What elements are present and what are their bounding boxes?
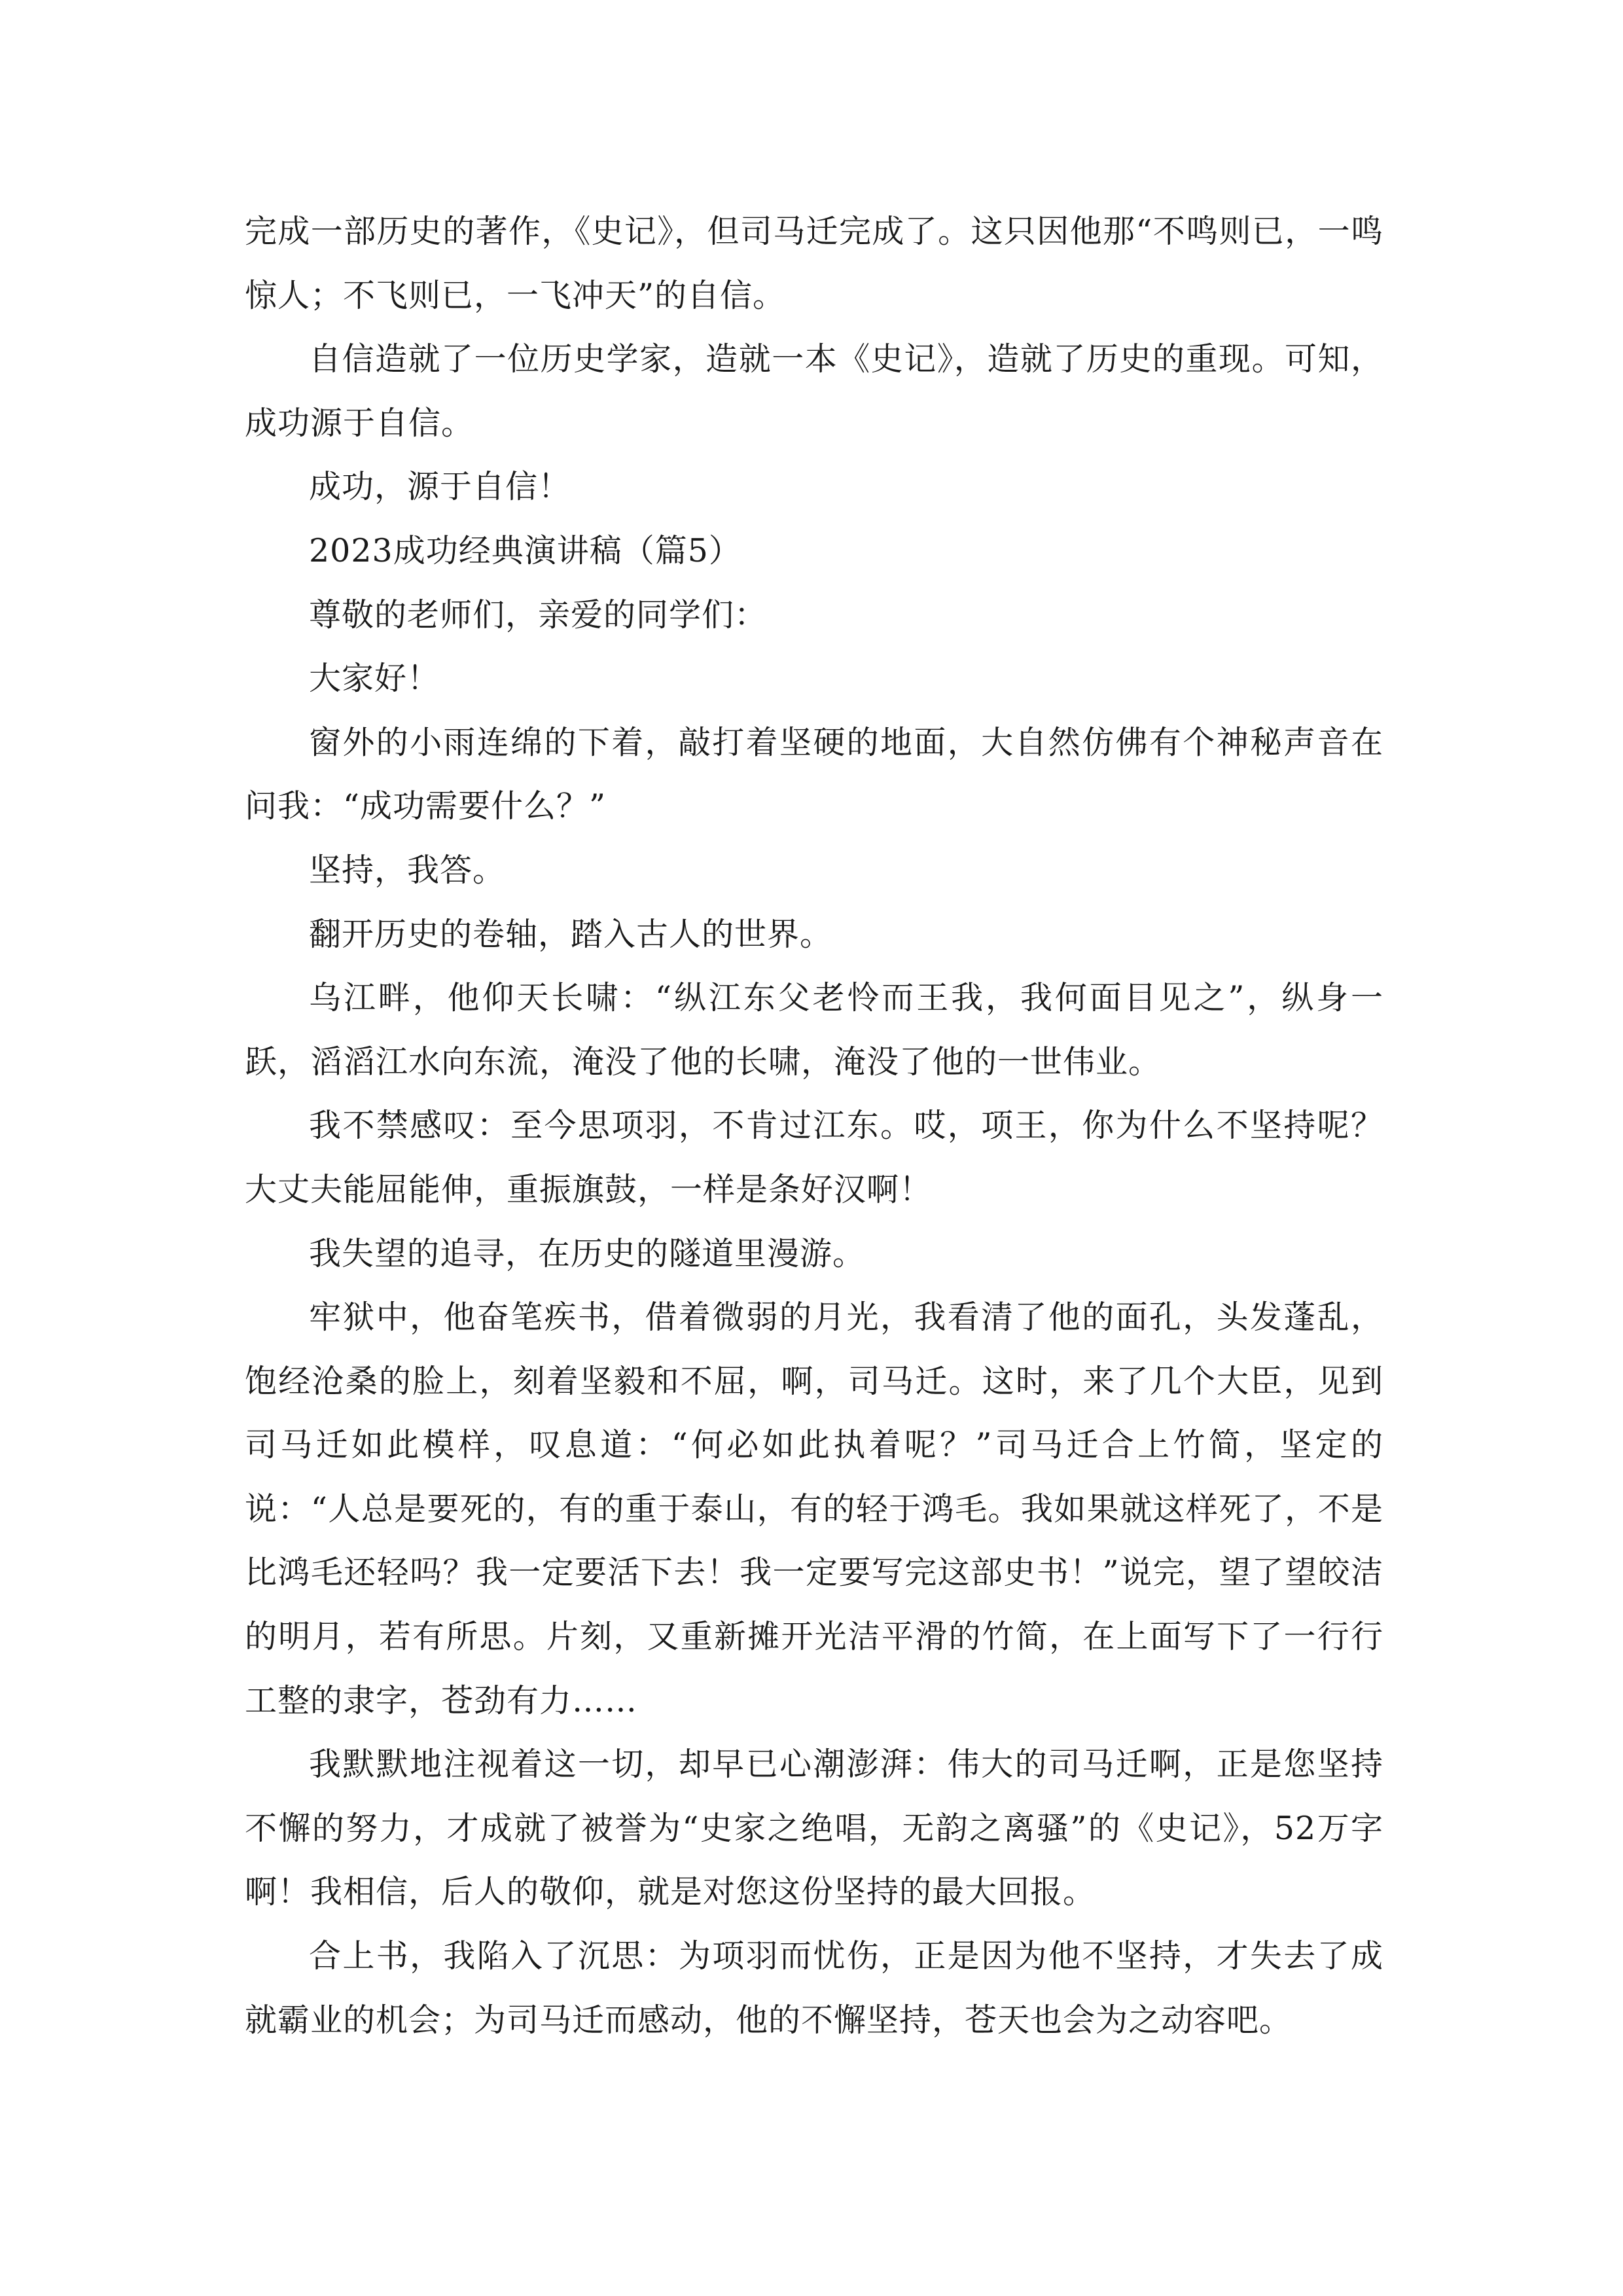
paragraph: 我默默地注视着这一切，却早已心潮澎湃：伟大的司马迁啊，正是您坚持不懈的努力，才成就了被誉为“史家之绝唱，无韵之离骚”的《史记》，52万字啊！我相信，后人的敬仰，就是对您这份坚持的最大回报。 — [245, 1746, 1383, 1911]
section-heading: 2023成功经典演讲稿（篇5） — [309, 531, 741, 569]
paragraph: 我不禁感叹：至今思项羽，不肯过江东。哎，项王，你为什么不坚持呢？大丈夫能屈能伸，重振旗鼓，一样是条好汉啊！ — [245, 1107, 1383, 1208]
paragraph: 牢狱中，他奋笔疾书，借着微弱的月光，我看清了他的面孔，头发蓬乱，饱经沧桑的脸上，刻着坚毅和不屈，啊，司马迁。这时，来了几个大臣，见到司马迁如此模样，叹息道：“何必如此执着呢？”司马迁合上竹简，坚定的说：“人总是要死的，有的重于泰山，有的轻于鸿毛。我如果就这样死了，不是比鸿毛还轻吗？我一定要活下去！我一定要写完这部史书！”说完，望了望皎洁的明月，若有所思。片刻，又重新摊开光洁平滑的竹简，在上面写下了一行行工整的隶字，苍劲有力…… — [245, 1299, 1383, 1719]
paragraph: 合上书，我陷入了沉思：为项羽而忧伤，正是因为他不坚持，才失去了成就霸业的机会；为司马迁而感动，他的不懈坚持，苍天也会为之动容吧。 — [245, 1937, 1383, 2039]
paragraph-continuation: 完成一部历史的著作，《史记》，但司马迁完成了。这只因他那“不鸣则已，一鸣惊人；不飞则已，一飞冲天”的自信。 — [245, 213, 1383, 314]
document-body — [245, 200, 1383, 2052]
paragraph: 翻开历史的卷轴，踏入古人的世界。 — [309, 915, 833, 953]
paragraph: 窗外的小雨连绵的下着，敲打着坚硬的地面，大自然仿佛有个神秘声音在问我：“成功需要什么？” — [245, 723, 1383, 825]
paragraph: 乌江畔，他仰天长啸：“纵江东父老怜而王我，我何面目见之”，纵身一跃，滔滔江水向东流，淹没了他的长啸，淹没了他的一世伟业。 — [245, 979, 1383, 1081]
salutation: 尊敬的老师们，亲爱的同学们： — [309, 596, 768, 634]
paragraph: 我失望的追寻，在历史的隧道里漫游。 — [309, 1234, 866, 1272]
paragraph: 自信造就了一位历史学家，造就一本《史记》，造就了历史的重现。可知，成功源于自信。 — [245, 340, 1383, 442]
paragraph: 坚持，我答。 — [309, 851, 506, 889]
greeting: 大家好！ — [309, 660, 440, 698]
paragraph: 成功，源于自信！ — [309, 468, 571, 506]
